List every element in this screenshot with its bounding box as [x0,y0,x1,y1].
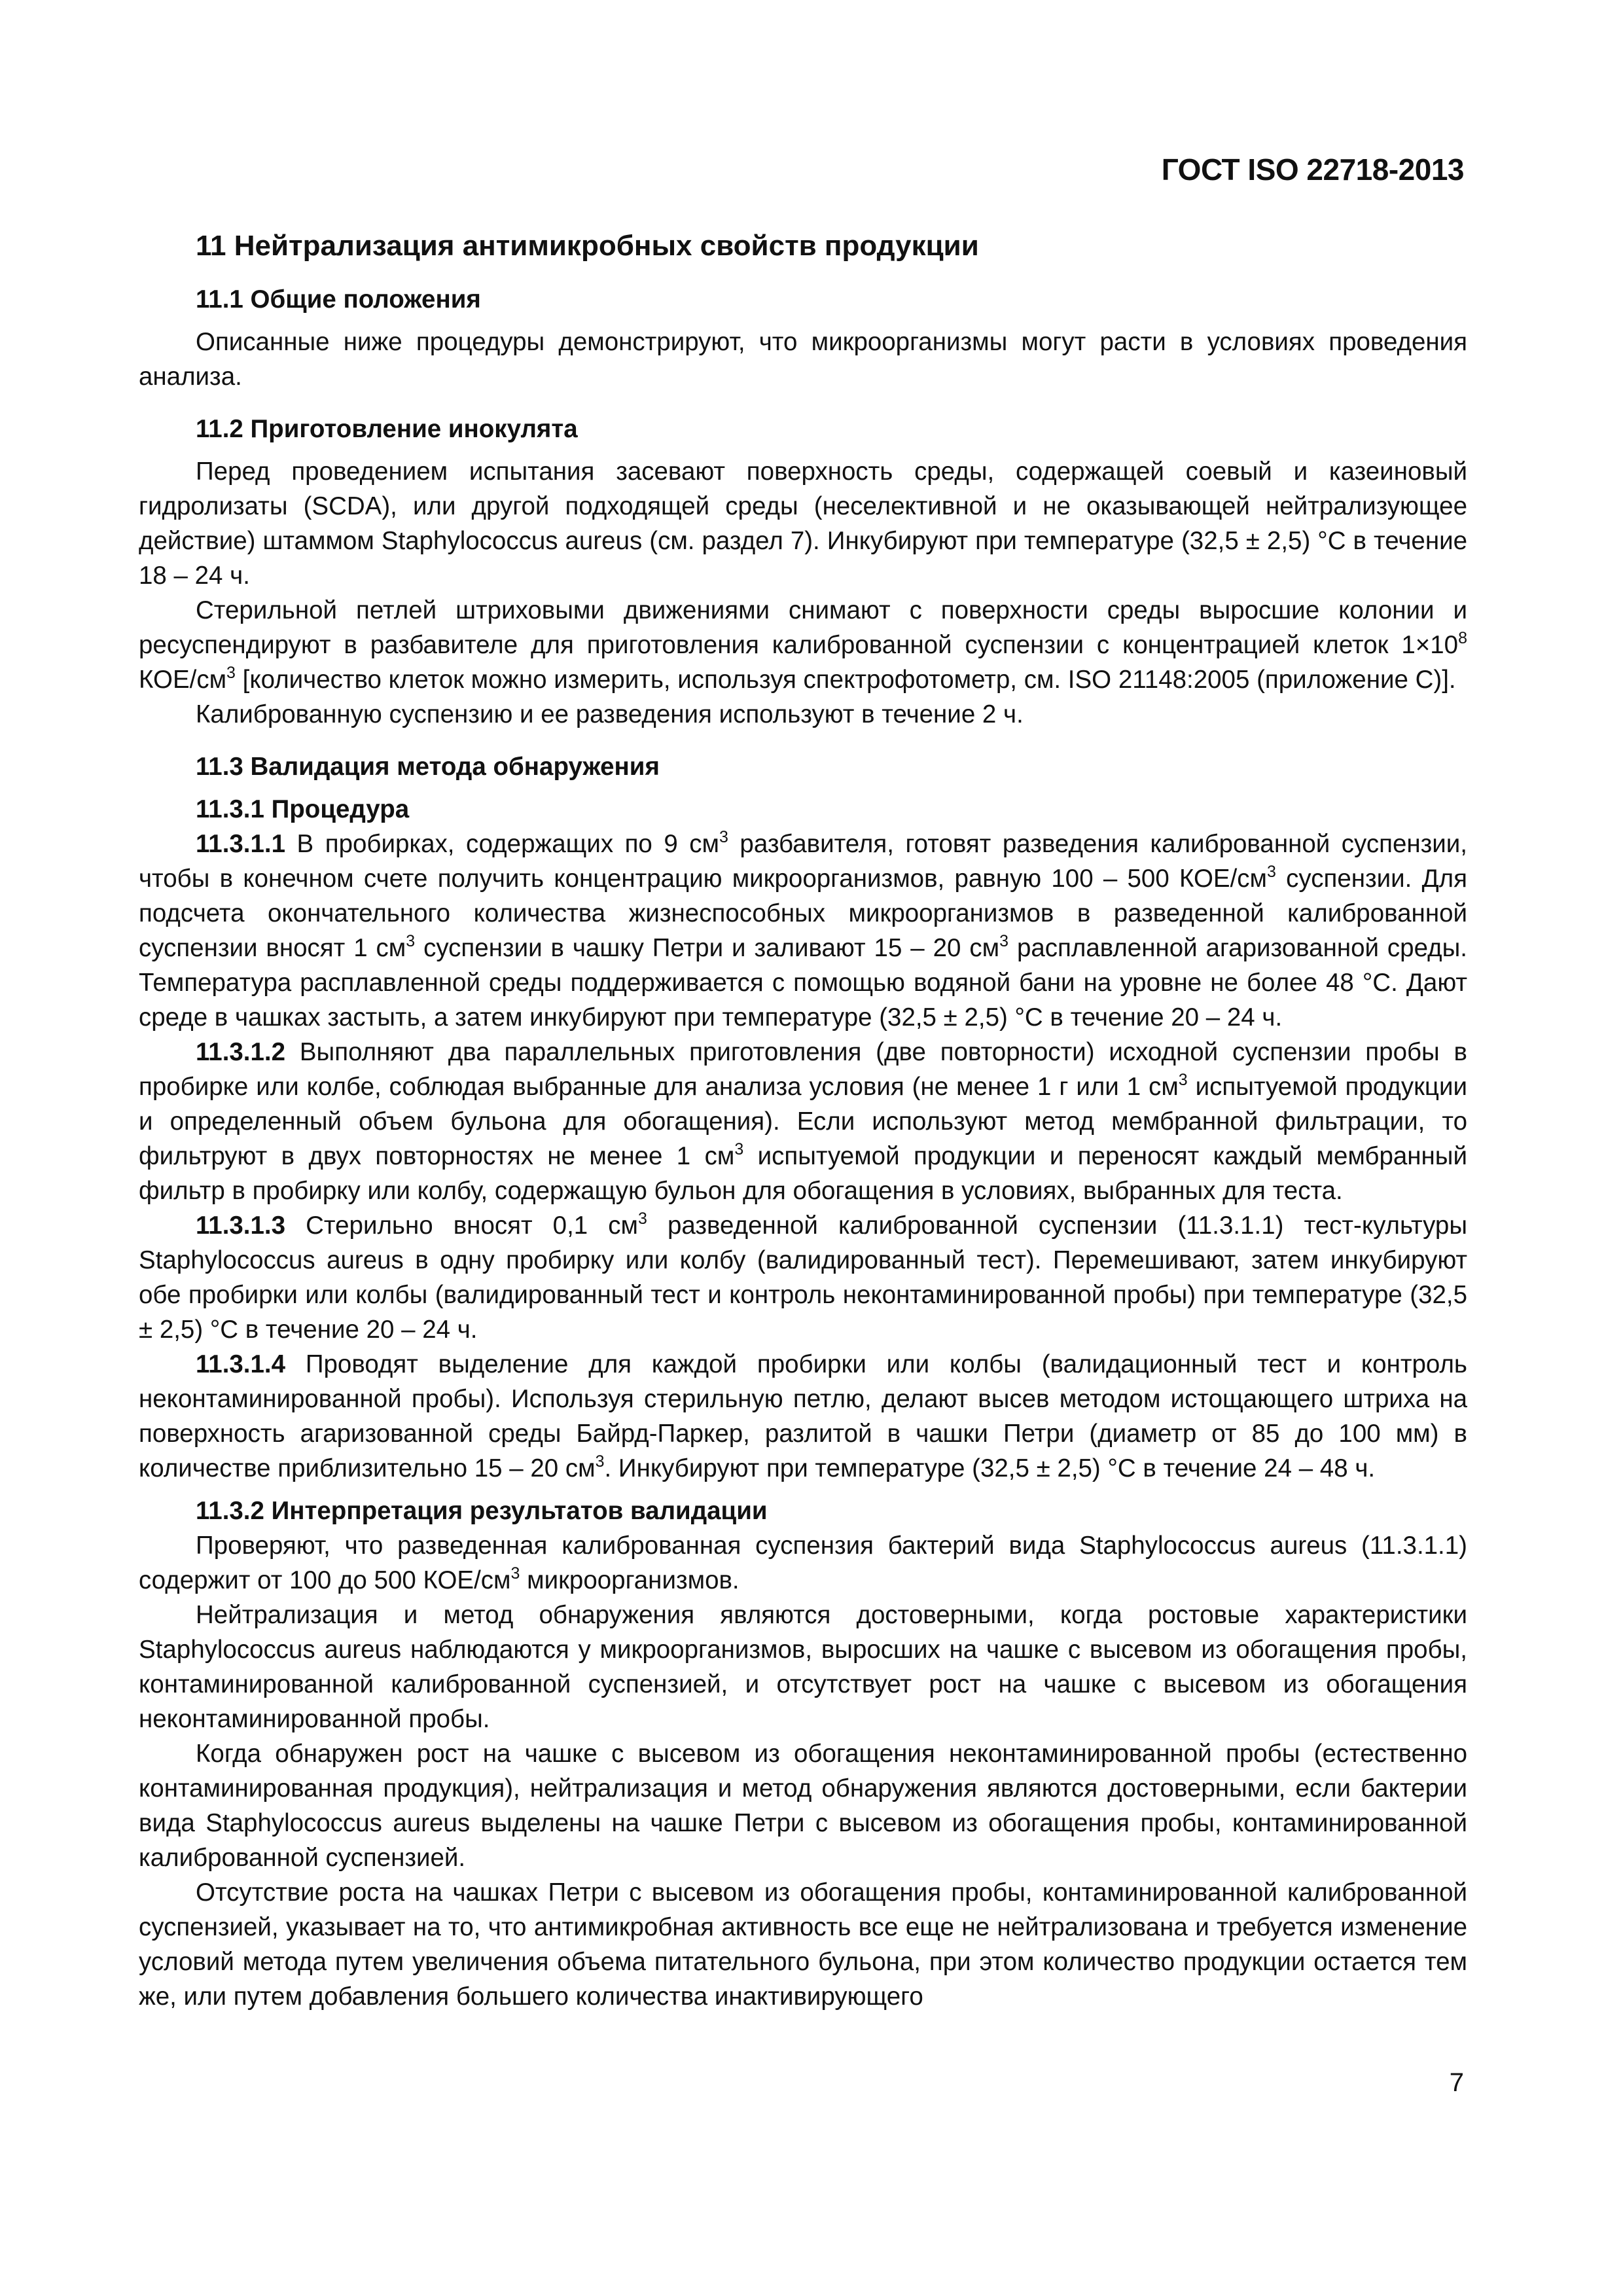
paragraph-11-1: Описанные ниже процедуры демонстрируют, что микроорганизмы могут расти в условиях проведения анализа. [139,328,1467,391]
subsection-title-11-3: 11.3 Валидация метода обнаружения [196,753,660,781]
clause-number: 11.3.1.3 [196,1211,286,1240]
paragraph-11-3-1-2: 11.3.1.2 Выполняют два параллельных приготовления (две повторности) исходной суспензии пробы в пробирке или колбе, соблюдая выбранные для анализа условия (не менее 1 г или 1 $см^3$ испытуемой продукции и определенный объем бульона для обогащения). Если используют метод мембранной фильтрации, то фильтруют в двух повторностях не менее 1 $см^3$ испытуемой продукции и переносят каждый мембранный фильтр в пробирку или колбу, содержащую бульон для обогащения в условиях, выбранных для теста. [139,1038,1467,1205]
paragraph-11-3-2-3: Когда обнаружен рост на чашке с высевом из обогащения неконтаминированной пробы (естественно контаминированная продукция), нейтрализация и метод обнаружения являются достоверными, если бактерии вида Staphylococcus aureus выделены на чашке Петри с высевом из обогащения пробы, контаминированной калиброванной суспензией. [139,1740,1467,1872]
clause-number: 11.3.1.2 [196,1038,286,1066]
paragraph-11-3-2-1: Проверяют, что разведенная калиброванная суспензия бактерий вида Staphylococcus aureus (11.3.1.1) содержит от 100 до 500 КОЕ/$см^3$ микроорганизмов. [139,1532,1467,1594]
paragraph-11-3-1-1: 11.3.1.1 В пробирках, содержащих по 9 $см^3$ разбавителя, готовят разведения калиброванной суспензии, чтобы в конечном счете получить концентрацию микроорганизмов, равную 100 – 500 КОЕ/$см^3$ суспензии. Для подсчета окончательного количества жизнеспособных микроорганизмов в разведенной калиброванной суспензии вносят 1 $см^3$ суспензии в чашку Петри и заливают 15 – 20 $см^3$ расплавленной агаризованной среды. Температура расплавленной среды поддерживается с помощью водяной бани на уровне не более 48 °С. Дают среде в чашках застыть, а затем инкубируют при температуре (32,5 ± 2,5) °С в течение 20 – 24 ч. [139,828,1467,1031]
paragraph-11-3-1-3: 11.3.1.3 Стерильно вносят 0,1 $см^3$ разведенной калиброванной суспензии (11.3.1.1) тест-культуры Staphylococcus aureus в одну пробирку или колбу (валидированный тест). Перемешивают, затем инкубируют обе пробирки или колбы (валидированный тест и контроль неконтаминированной пробы) при температуре (32,5 ± 2,5) °С в течение 20 – 24 ч. [139,1210,1467,1344]
document-code-header: ГОСТ ISO 22718-2013 [1161,152,1464,187]
subsection-title-11-2: 11.2 Приготовление инокулята [196,415,578,443]
paragraph-11-2-1: Перед проведением испытания засевают поверхность среды, содержащей соевый и казеиновый гидролизаты (SCDA), или другой подходящей среды (неселективной и не оказывающей нейтрализующее действие) штаммом Staphylococcus aureus (см. раздел 7). Инкубируют при температуре (32,5 ± 2,5) °С в течение 18 – 24 ч. [139,457,1467,590]
subsection-title-11-1: 11.1 Общие положения [196,285,481,314]
paragraph-11-3-2-2: Нейтрализация и метод обнаружения являются достоверными, когда ростовые характеристики Staphylococcus aureus наблюдаются у микроорганизмов, выросших на чашке с высевом из обогащения пробы, контаминированной калиброванной суспензией, и отсутствует рост на чашке с высевом из обогащения неконтаминированной пробы. [139,1601,1467,1733]
subsection-title-11-3-2: 11.3.2 Интерпретация результатов валидации [196,1497,768,1525]
section-title: 11 Нейтрализация антимикробных свойств продукции [196,230,979,262]
clause-number: 11.3.1.4 [196,1350,286,1378]
paragraph-11-3-1-4: 11.3.1.4 Проводят выделение для каждой пробирки или колбы (валидационный тест и контроль неконтаминированной пробы). Используя стерильную петлю, делают высев методом истощающего штриха на поверхность агаризованной среды Байрд-Паркер, разлитой в чашки Петри (диаметр от 85 до 100 мм) в количестве приблизительно 15 – 20 $см^3$. Инкубируют при температуре (32,5 ± 2,5) °С в течение 24 – 48 ч. [139,1350,1467,1482]
document-body [139,228,1467,2014]
clause-number: 11.3.1.1 [196,830,286,858]
paragraph-11-3-2-4: Отсутствие роста на чашках Петри с высевом из обогащения пробы, контаминированной калиброванной суспензией, указывает на то, что антимикробная активность все еще не нейтрализована и требуется изменение условий метода путем увеличения объема питательного бульона, при этом количество продукции остается тем же, или путем добавления большего количества инактивирующего [139,1878,1467,2011]
page-number: 7 [1449,2068,1464,2097]
paragraph-11-2-3: Калиброванную суспензию и ее разведения используют в течение 2 ч. [196,700,1024,728]
paragraph-11-2-2: Стерильной петлей штриховыми движениями снимают с поверхности среды выросшие колонии и ресуспендируют в разбавителе для приготовления калиброванной суспензии с концентрацией клеток $1\times 10^8$ КОЕ/$см^3$ [количество клеток можно измерить, используя спектрофотометр, см. ISO 21148:2005 (приложение С)]. [139,596,1467,694]
subsection-title-11-3-1: 11.3.1 Процедура [196,795,410,823]
